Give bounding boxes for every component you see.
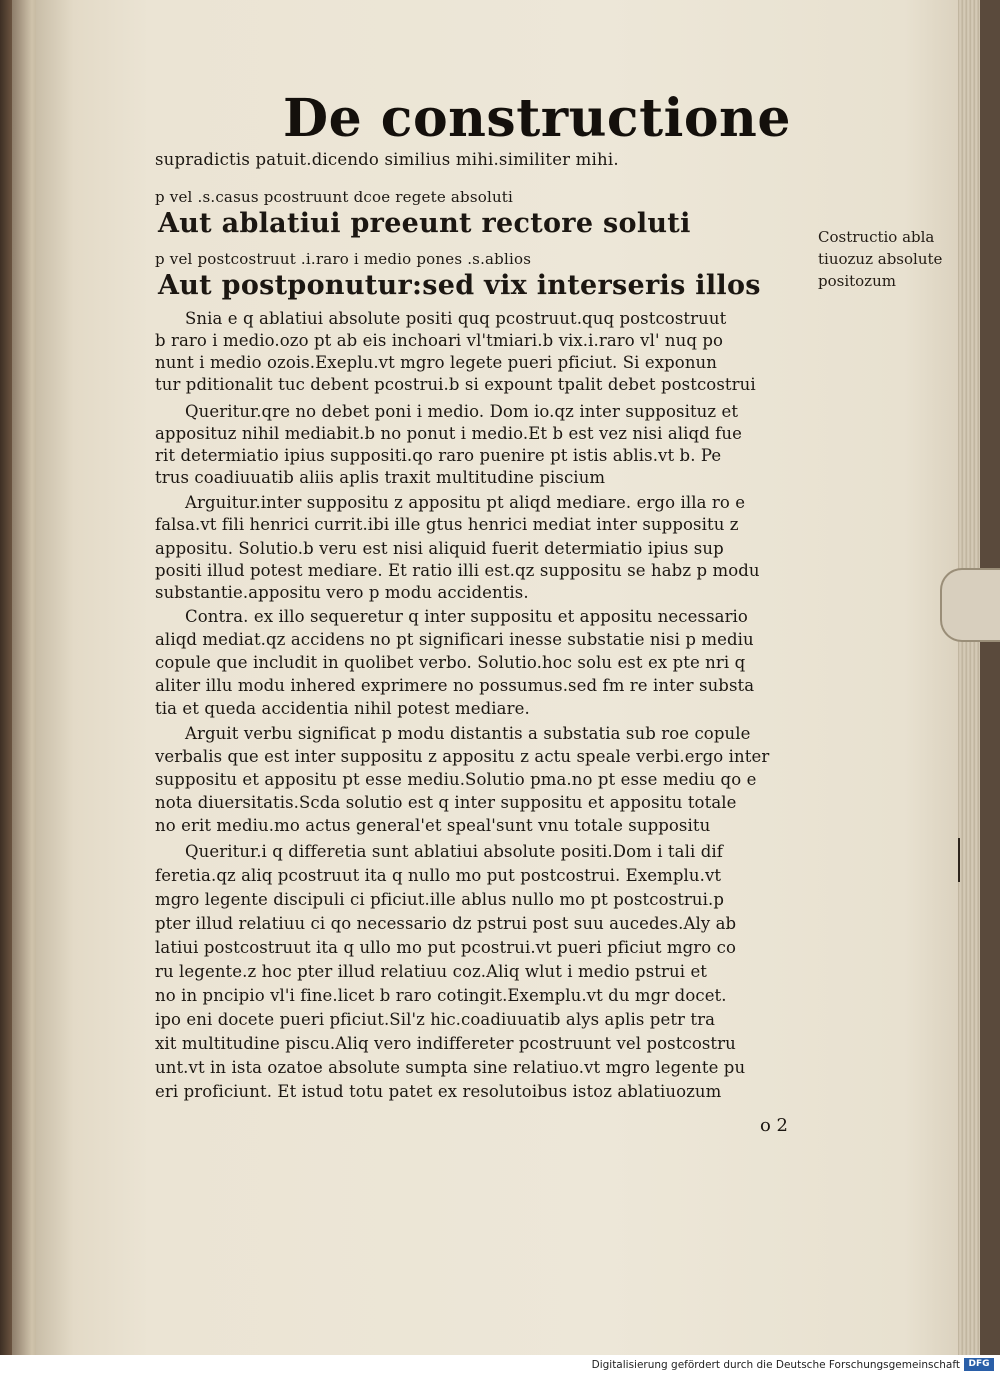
text-line: tur pditionalit tuc debent pcostrui.b si expount tpalit debet postcostrui: [155, 375, 756, 394]
margin-note-line: Costructio abla: [818, 228, 935, 246]
text-line: aliter illu modu inhered exprimere no possumus.sed fm re inter substa: [155, 676, 755, 695]
text-line: falsa.vt fili henrici currit.ibi ille gtus henrici mediat inter suppositu z: [155, 515, 739, 534]
text-line: Contra. ex illo sequeretur q inter suppositu et appositu necessario: [185, 607, 748, 626]
text-line: Snia e q ablatiui absolute positi quq pcostruut.quq postcostruut: [185, 309, 727, 328]
text-line: mgro legente discipuli ci pficiut.ille ablus nullo mo pt postcostrui.p: [155, 890, 725, 909]
text-line: feretia.qz aliq pcostruut ita q nullo mo put postcostrui. Exemplu.vt: [155, 866, 722, 885]
text-line: trus coadiuuatib aliis aplis traxit multitudine piscium: [155, 468, 606, 487]
margin-note-line: tiuozuz absolute: [818, 250, 943, 268]
text-line: suppositu et appositu pt esse mediu.Solutio pma.no pt esse mediu qo e: [155, 770, 757, 789]
gloss-line: p vel .s.casus pcostruunt dcoe regete absoluti: [155, 188, 514, 206]
text-line: pter illud relatiuu ci qo necessario dz pstrui post suu aucedes.Aly ab: [155, 914, 737, 933]
gloss-line: p vel postcostruut .i.raro i medio pones .s.ablios: [155, 250, 532, 268]
text-line: supradictis patuit.dicendo similius mihi.similiter mihi.: [155, 150, 619, 169]
margin-note-line: positozum: [818, 272, 896, 290]
text-line: Queritur.qre no debet poni i medio. Dom io.qz inter supposituz et: [185, 402, 739, 421]
text-line: copule que includit in quolibet verbo. Solutio.hoc solu est ex pte nri q: [155, 653, 746, 672]
text-line: eri proficiunt. Et istud totu patet ex resolutoibus istoz ablatiuozum: [155, 1082, 722, 1101]
signature-mark: o 2: [760, 1115, 789, 1136]
text-line: nunt i medio ozois.Exeplu.vt mgro legete pueri pficiut. Si exponun: [155, 353, 718, 372]
page-fore-edge: [958, 0, 980, 1355]
text-line: Arguitur.inter suppositu z appositu pt aliqd mediare. ergo illa ro e: [185, 493, 746, 512]
text-line: substantie.appositu vero p modu accidentis.: [155, 583, 529, 602]
page-title: De constructione: [283, 88, 791, 149]
text-line: verbalis que est inter suppositu z appositu z actu speale verbi.ergo inter: [155, 747, 770, 766]
text-line: ipo eni docete pueri pficiut.Sil'z hic.coadiuuatib alys aplis petr tra: [155, 1010, 716, 1029]
footer-credit: Digitalisierung gefördert durch die Deutsche Forschungsgemeinschaft: [591, 1359, 960, 1371]
text-line: appositu. Solutio.b veru est nisi aliquid fuerit determiatio ipius sup: [155, 539, 724, 558]
text-line: Queritur.i q differetia sunt ablatiui absolute positi.Dom i tali dif: [185, 842, 723, 861]
text-line: unt.vt in ista ozatoe absolute sumpta sine relatiuo.vt mgro legente pu: [155, 1058, 746, 1077]
dfg-logo: DFG: [964, 1358, 994, 1371]
text-line: no in pncipio vl'i fine.licet b raro cotingit.Exemplu.vt du mgr docet.: [155, 986, 727, 1005]
text-line: latiui postcostruut ita q ullo mo put pcostrui.vt pueri pficiut mgro co: [155, 938, 737, 957]
margin-mark: [958, 838, 960, 882]
bookmark-tab: [940, 568, 1000, 642]
verse-line: Aut ablatiui preeunt rectore soluti: [158, 208, 691, 239]
text-line: Arguit verbu significat p modu distantis a substatia sub roe copule: [185, 724, 751, 743]
book-cover-edge: [0, 0, 12, 1355]
text-line: positi illud potest mediare. Et ratio illi est.qz suppositu se habz p modu: [155, 561, 760, 580]
text-line: no erit mediu.mo actus general'et speal'sunt vnu totale suppositu: [155, 816, 711, 835]
text-line: xit multitudine piscu.Aliq vero indiffereter pcostruunt vel postcostru: [155, 1034, 736, 1053]
text-line: tia et queda accidentia nihil potest mediare.: [155, 699, 530, 718]
text-line: ru legente.z hoc pter illud relatiuu coz.Aliq wlut i medio pstrui et: [155, 962, 708, 981]
text-line: rit determiatio ipius suppositi.qo raro puenire pt istis ablis.vt b. Pe: [155, 446, 722, 465]
text-line: apposituz nihil mediabit.b no ponut i medio.Et b est vez nisi aliqd fue: [155, 424, 742, 443]
text-line: aliqd mediat.qz accidens no pt significari inesse substatie nisi p mediu: [155, 630, 754, 649]
text-line: b raro i medio.ozo pt ab eis inchoari vl'tmiari.b vix.i.raro vl' nuq po: [155, 331, 724, 350]
text-line: nota diuersitatis.Scda solutio est q inter suppositu et appositu totale: [155, 793, 737, 812]
verse-line: Aut postponutur:sed vix interseris illos: [158, 270, 761, 301]
